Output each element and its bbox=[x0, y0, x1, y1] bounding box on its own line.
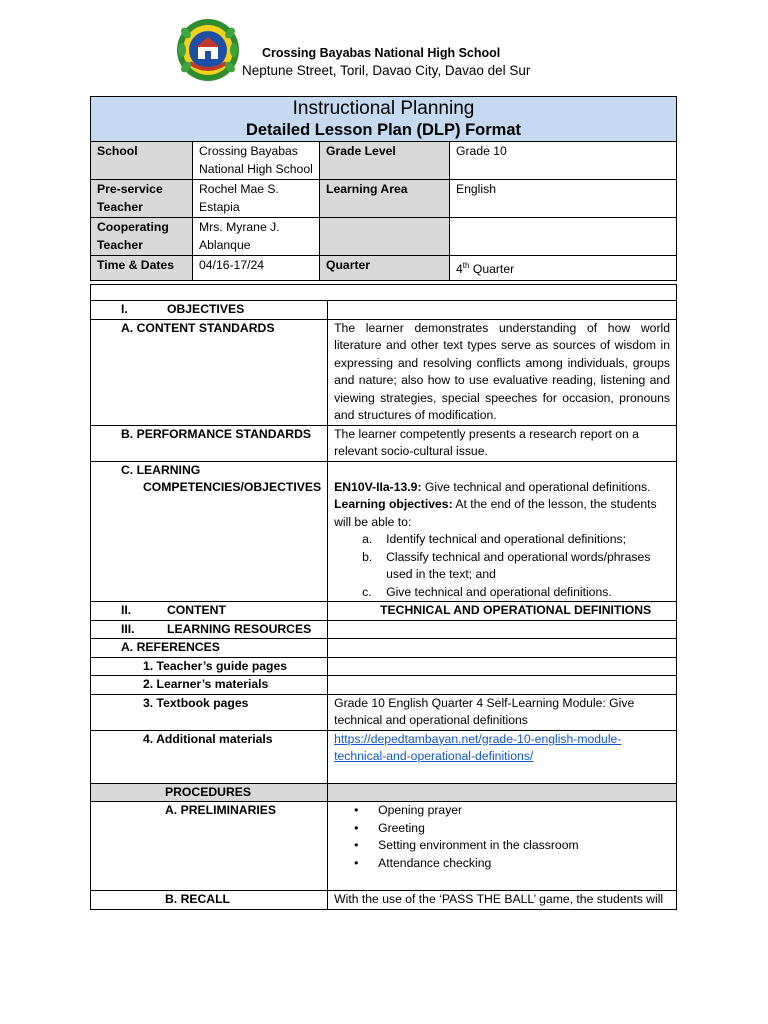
objective-text: Identify technical and operational definitions; bbox=[386, 532, 626, 546]
empty-cell bbox=[328, 620, 677, 639]
table-row bbox=[91, 639, 677, 658]
objective-marker: a. bbox=[362, 532, 373, 546]
table-row bbox=[91, 802, 677, 891]
table-row bbox=[91, 218, 677, 256]
time-dates-label: Time & Dates bbox=[91, 256, 193, 281]
objective-marker: b. bbox=[362, 549, 373, 564]
table-row bbox=[91, 891, 677, 910]
table-row bbox=[91, 676, 677, 695]
table-row bbox=[91, 620, 677, 639]
competencies-text: EN10V-IIa-13.9: Give technical and operational definitions. Learning objectives: At the end of the lesson, the students will be able to: a. Identify technical and operational definitions; b. Classify technical and operational words/phrases used in the text; and c. Give technical and operational definitions. bbox=[328, 461, 677, 602]
page-title: Instructional Planning bbox=[292, 98, 475, 119]
learning-area-value: English bbox=[450, 180, 677, 218]
objective-item bbox=[362, 584, 670, 602]
preservice-label: Pre-service Teacher bbox=[91, 180, 193, 218]
lesson-plan-table bbox=[90, 284, 677, 910]
table-row bbox=[91, 319, 677, 425]
objective-marker: c. bbox=[362, 584, 372, 599]
table-row bbox=[91, 301, 677, 320]
school-seal-icon bbox=[176, 17, 240, 83]
table-row bbox=[91, 730, 677, 783]
empty-cell bbox=[450, 218, 677, 256]
preliminaries-list bbox=[334, 802, 670, 872]
objectives-list bbox=[334, 531, 670, 601]
content-standards-text: The learner demonstrates understanding of how world literature and other text types serve as sources of wisdom in expressing and resolving conflicts among individuals, groups and nature; also how to use evaluative reading, listening and viewing strategies, special speeches for occasion, pronouns and structures of modification. bbox=[328, 319, 677, 425]
additional-materials-link[interactable]: https://depedtambayan.net/grade-10-english-module-technical-and-operational-definitions/ bbox=[334, 731, 622, 763]
table-row bbox=[91, 461, 677, 602]
list-item: • Setting environment in the classroom bbox=[378, 837, 670, 855]
quarter-value: 4th Quarter bbox=[450, 256, 677, 281]
quarter-label: Quarter bbox=[320, 256, 450, 281]
table-row bbox=[91, 180, 677, 218]
objectives-heading: I. OBJECTIVES bbox=[91, 301, 328, 320]
table-row bbox=[91, 783, 677, 802]
competencies-label: C. LEARNING COMPETENCIES/OBJECTIVES bbox=[91, 461, 328, 602]
school-name: Crossing Bayabas National High School bbox=[262, 46, 501, 60]
table-row bbox=[91, 425, 677, 461]
objective-item bbox=[362, 549, 670, 584]
objective-text: Give technical and operational definitions. bbox=[386, 584, 612, 599]
cooperating-value: Mrs. Myrane J. Ablanque bbox=[193, 218, 320, 256]
time-dates-value: 04/16-17/24 bbox=[193, 256, 320, 281]
preservice-value: Rochel Mae S. Estapia bbox=[193, 180, 320, 218]
empty-cell bbox=[328, 676, 677, 695]
learners-materials-label: 2. Learner’s materials bbox=[91, 676, 328, 695]
performance-standards-label: B. PERFORMANCE STANDARDS bbox=[91, 425, 328, 461]
cooperating-label: Cooperating Teacher bbox=[91, 218, 193, 256]
resources-heading: III. LEARNING RESOURCES bbox=[91, 620, 328, 639]
textbook-pages-value: Grade 10 English Quarter 4 Self-Learning Module: Give technical and operational definitions bbox=[328, 694, 677, 730]
additional-materials-label: 4. Additional materials bbox=[91, 730, 328, 783]
empty-cell bbox=[328, 639, 677, 658]
table-row bbox=[91, 142, 677, 180]
school-label: School bbox=[91, 142, 193, 180]
table-row bbox=[91, 285, 677, 301]
table-row bbox=[91, 602, 677, 621]
objective-text: Classify technical and operational words/phrases used in the text; and bbox=[386, 549, 651, 581]
learning-area-label: Learning Area bbox=[320, 180, 450, 218]
school-value: Crossing Bayabas National High School bbox=[193, 142, 320, 180]
empty-cell bbox=[328, 783, 677, 802]
content-standards-label: A. CONTENT STANDARDS bbox=[91, 319, 328, 425]
recall-label: B. RECALL bbox=[91, 891, 328, 910]
list-item: • Greeting bbox=[378, 820, 670, 838]
empty-cell bbox=[320, 218, 450, 256]
table-row bbox=[91, 694, 677, 730]
recall-text: With the use of the ‘PASS THE BALL’ game, the students will bbox=[328, 891, 677, 910]
content-heading: II. CONTENT bbox=[91, 602, 328, 621]
table-row bbox=[91, 256, 677, 281]
content-value: TECHNICAL AND OPERATIONAL DEFINITIONS bbox=[328, 602, 677, 621]
references-label: A. REFERENCES bbox=[91, 639, 328, 658]
empty-cell bbox=[328, 657, 677, 676]
list-item: • Opening prayer bbox=[378, 802, 670, 820]
additional-materials-value bbox=[328, 730, 677, 783]
procedures-heading: PROCEDURES bbox=[91, 783, 328, 802]
list-item: • Attendance checking bbox=[378, 855, 670, 873]
title-block bbox=[90, 96, 677, 142]
preliminaries-label: A. PRELIMINARIES bbox=[91, 802, 328, 891]
empty-cell bbox=[328, 301, 677, 320]
grade-level-value: Grade 10 bbox=[450, 142, 677, 180]
textbook-pages-label: 3. Textbook pages bbox=[91, 694, 328, 730]
grade-level-label: Grade Level bbox=[320, 142, 450, 180]
teachers-guide-label: 1. Teacher’s guide pages bbox=[91, 657, 328, 676]
info-table bbox=[90, 141, 677, 281]
performance-standards-text: The learner competently presents a research report on a relevant socio-cultural issue. bbox=[328, 425, 677, 461]
school-address: Neptune Street, Toril, Davao City, Davao del Sur bbox=[242, 63, 531, 78]
objective-item bbox=[362, 531, 670, 549]
table-row bbox=[91, 657, 677, 676]
preliminaries-value bbox=[328, 802, 677, 891]
page-subtitle: Detailed Lesson Plan (DLP) Format bbox=[245, 121, 522, 139]
